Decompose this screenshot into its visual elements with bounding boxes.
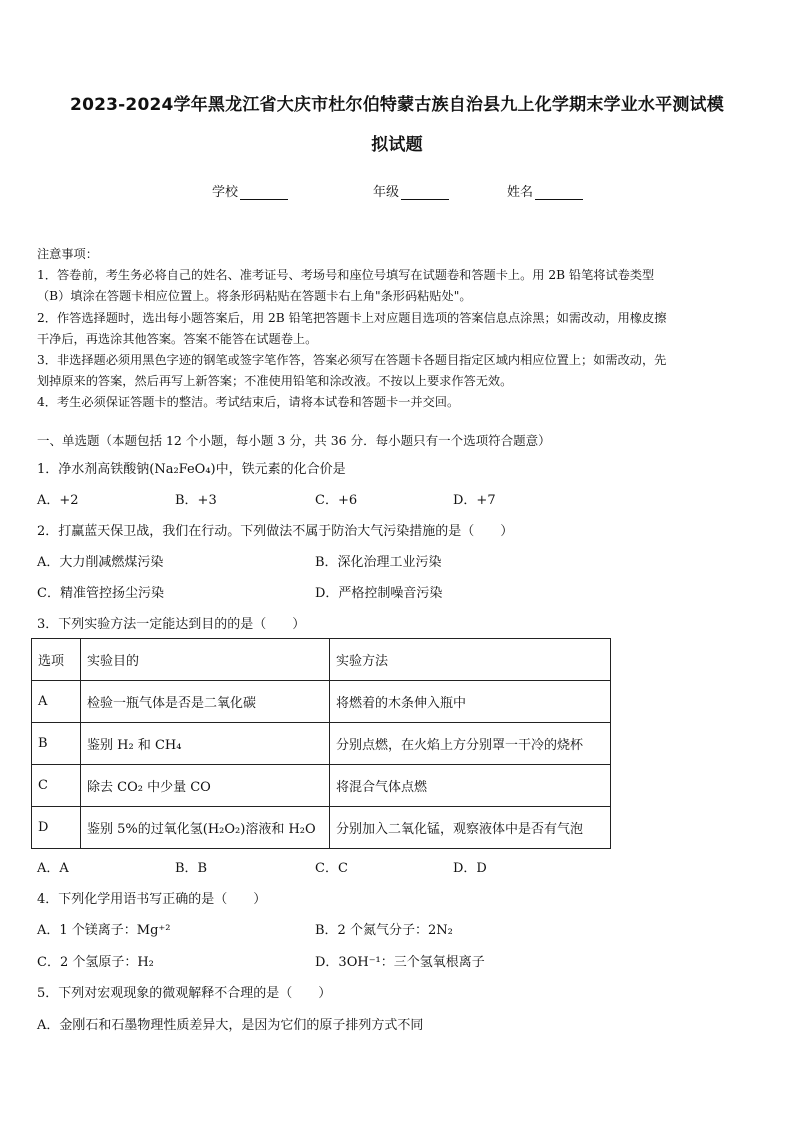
q4-option-a: A．1 个镁离子：Mg⁺² [37, 923, 171, 938]
table-header-cell: 实验方法 [330, 639, 611, 681]
table-cell: D [32, 807, 81, 849]
notes-line: 划掉原来的答案，然后再写上新答案；不准使用铅笔和涂改液。不按以上要求作答无效。 [37, 374, 513, 389]
q2-option-c: C．精准管控扬尘污染 [37, 586, 164, 601]
table-cell: 将混合气体点燃 [330, 765, 611, 807]
q1-option-b: B．+3 [175, 493, 217, 508]
name-field [507, 181, 583, 200]
table-cell: B [32, 723, 81, 765]
q3-option-c: C．C [315, 861, 348, 876]
question-4-stem: 4．下列化学用语书写正确的是（ ） [37, 892, 267, 907]
question-1-stem: 1．净水剂高铁酸钠(Na₂FeO₄)中，铁元素的化合价是 [37, 462, 346, 477]
q4-option-b: B．2 个氮气分子：2N₂ [315, 923, 453, 938]
experiment-table [31, 638, 611, 849]
q4-option-c: C．2 个氢原子：H₂ [37, 955, 154, 970]
school-label: 学校 [212, 185, 239, 200]
table-cell: 分别加入二氧化锰，观察液体中是否有气泡 [330, 807, 611, 849]
table-header-row [32, 639, 611, 681]
name-blank [535, 186, 583, 200]
table-row [32, 723, 611, 765]
school-field [212, 181, 288, 200]
table-row [32, 765, 611, 807]
table-cell: 鉴别 H₂ 和 CH₄ [81, 723, 330, 765]
q2-option-a: A．大力削减燃煤污染 [37, 555, 164, 570]
notes-line: 3．非选择题必须用黑色字迹的钢笔或签字笔作答，答案必须写在答题卡各题目指定区域内相应位置上；如需改动，先 [37, 353, 667, 368]
q3-option-d: D．D [453, 861, 487, 876]
grade-label: 年级 [373, 185, 400, 200]
q1-option-a: A．+2 [37, 493, 79, 508]
name-label: 姓名 [507, 185, 534, 200]
table-row [32, 681, 611, 723]
table-row [32, 807, 611, 849]
question-2-stem: 2．打赢蓝天保卫战，我们在行动。下列做法不属于防治大气污染措施的是（ ） [37, 524, 514, 539]
notes-block [37, 244, 761, 414]
question-3-stem: 3．下列实验方法一定能达到目的的是（ ） [37, 617, 306, 632]
q1-option-d: D．+7 [453, 493, 496, 508]
q2-option-b: B．深化治理工业污染 [315, 555, 442, 570]
table-cell: C [32, 765, 81, 807]
notes-line: 4．考生必须保证答题卡的整洁。考试结束后，请将本试卷和答题卡一并交回。 [37, 395, 460, 410]
q3-option-b: B．B [175, 861, 208, 876]
table-header-cell: 选项 [32, 639, 81, 681]
grade-field [373, 181, 449, 200]
notes-line: 2．作答选择题时，选出每小题答案后，用 2B 铅笔把答题卡上对应题目选项的答案信息点涂黑；如需改动，用橡皮擦 [37, 310, 667, 325]
section-heading: 一、单选题（本题包括 12 个小题，每小题 3 分，共 36 分．每小题只有一个选项符合题意） [37, 433, 551, 448]
notes-line: （B）填涂在答题卡相应位置上。将条形码粘贴在答题卡右上角"条形码粘贴处"。 [37, 289, 472, 304]
q2-option-d: D．严格控制噪音污染 [315, 586, 443, 601]
table-cell: 检验一瓶气体是否是二氧化碳 [81, 681, 330, 723]
q4-option-d: D．3OH⁻¹：三个氢氧根离子 [315, 955, 485, 970]
question-5-stem: 5．下列对宏观现象的微观解释不合理的是（ ） [37, 986, 332, 1001]
q5-option-a: A．金刚石和石墨物理性质差异大，是因为它们的原子排列方式不同 [37, 1018, 424, 1033]
table-cell: 分别点燃，在火焰上方分别罩一干冷的烧杯 [330, 723, 611, 765]
notes-line: 干净后，再选涂其他答案。答案不能答在试题卷上。 [37, 331, 318, 346]
q1-option-c: C．+6 [315, 493, 358, 508]
page-title-line2: 拟试题 [371, 135, 423, 155]
table-cell: 鉴别 5%的过氧化氢(H₂O₂)溶液和 H₂O [81, 807, 330, 849]
q3-option-a: A．A [37, 861, 69, 876]
table-cell: 将燃着的木条伸入瓶中 [330, 681, 611, 723]
table-cell: 除去 CO₂ 中少量 CO [81, 765, 330, 807]
table-header-cell: 实验目的 [81, 639, 330, 681]
table-cell: A [32, 681, 81, 723]
notes-heading: 注意事项： [37, 247, 98, 261]
page-title: 2023-2024学年黑龙江省大庆市杜尔伯特蒙古族自治县九上化学期末学业水平测试模 [70, 95, 724, 115]
grade-blank [401, 186, 449, 200]
school-blank [240, 186, 288, 200]
notes-line: 1．答卷前，考生务必将自己的姓名、准考证号、考场号和座位号填写在试题卷和答题卡上。用 2B 铅笔将试卷类型 [37, 268, 655, 283]
